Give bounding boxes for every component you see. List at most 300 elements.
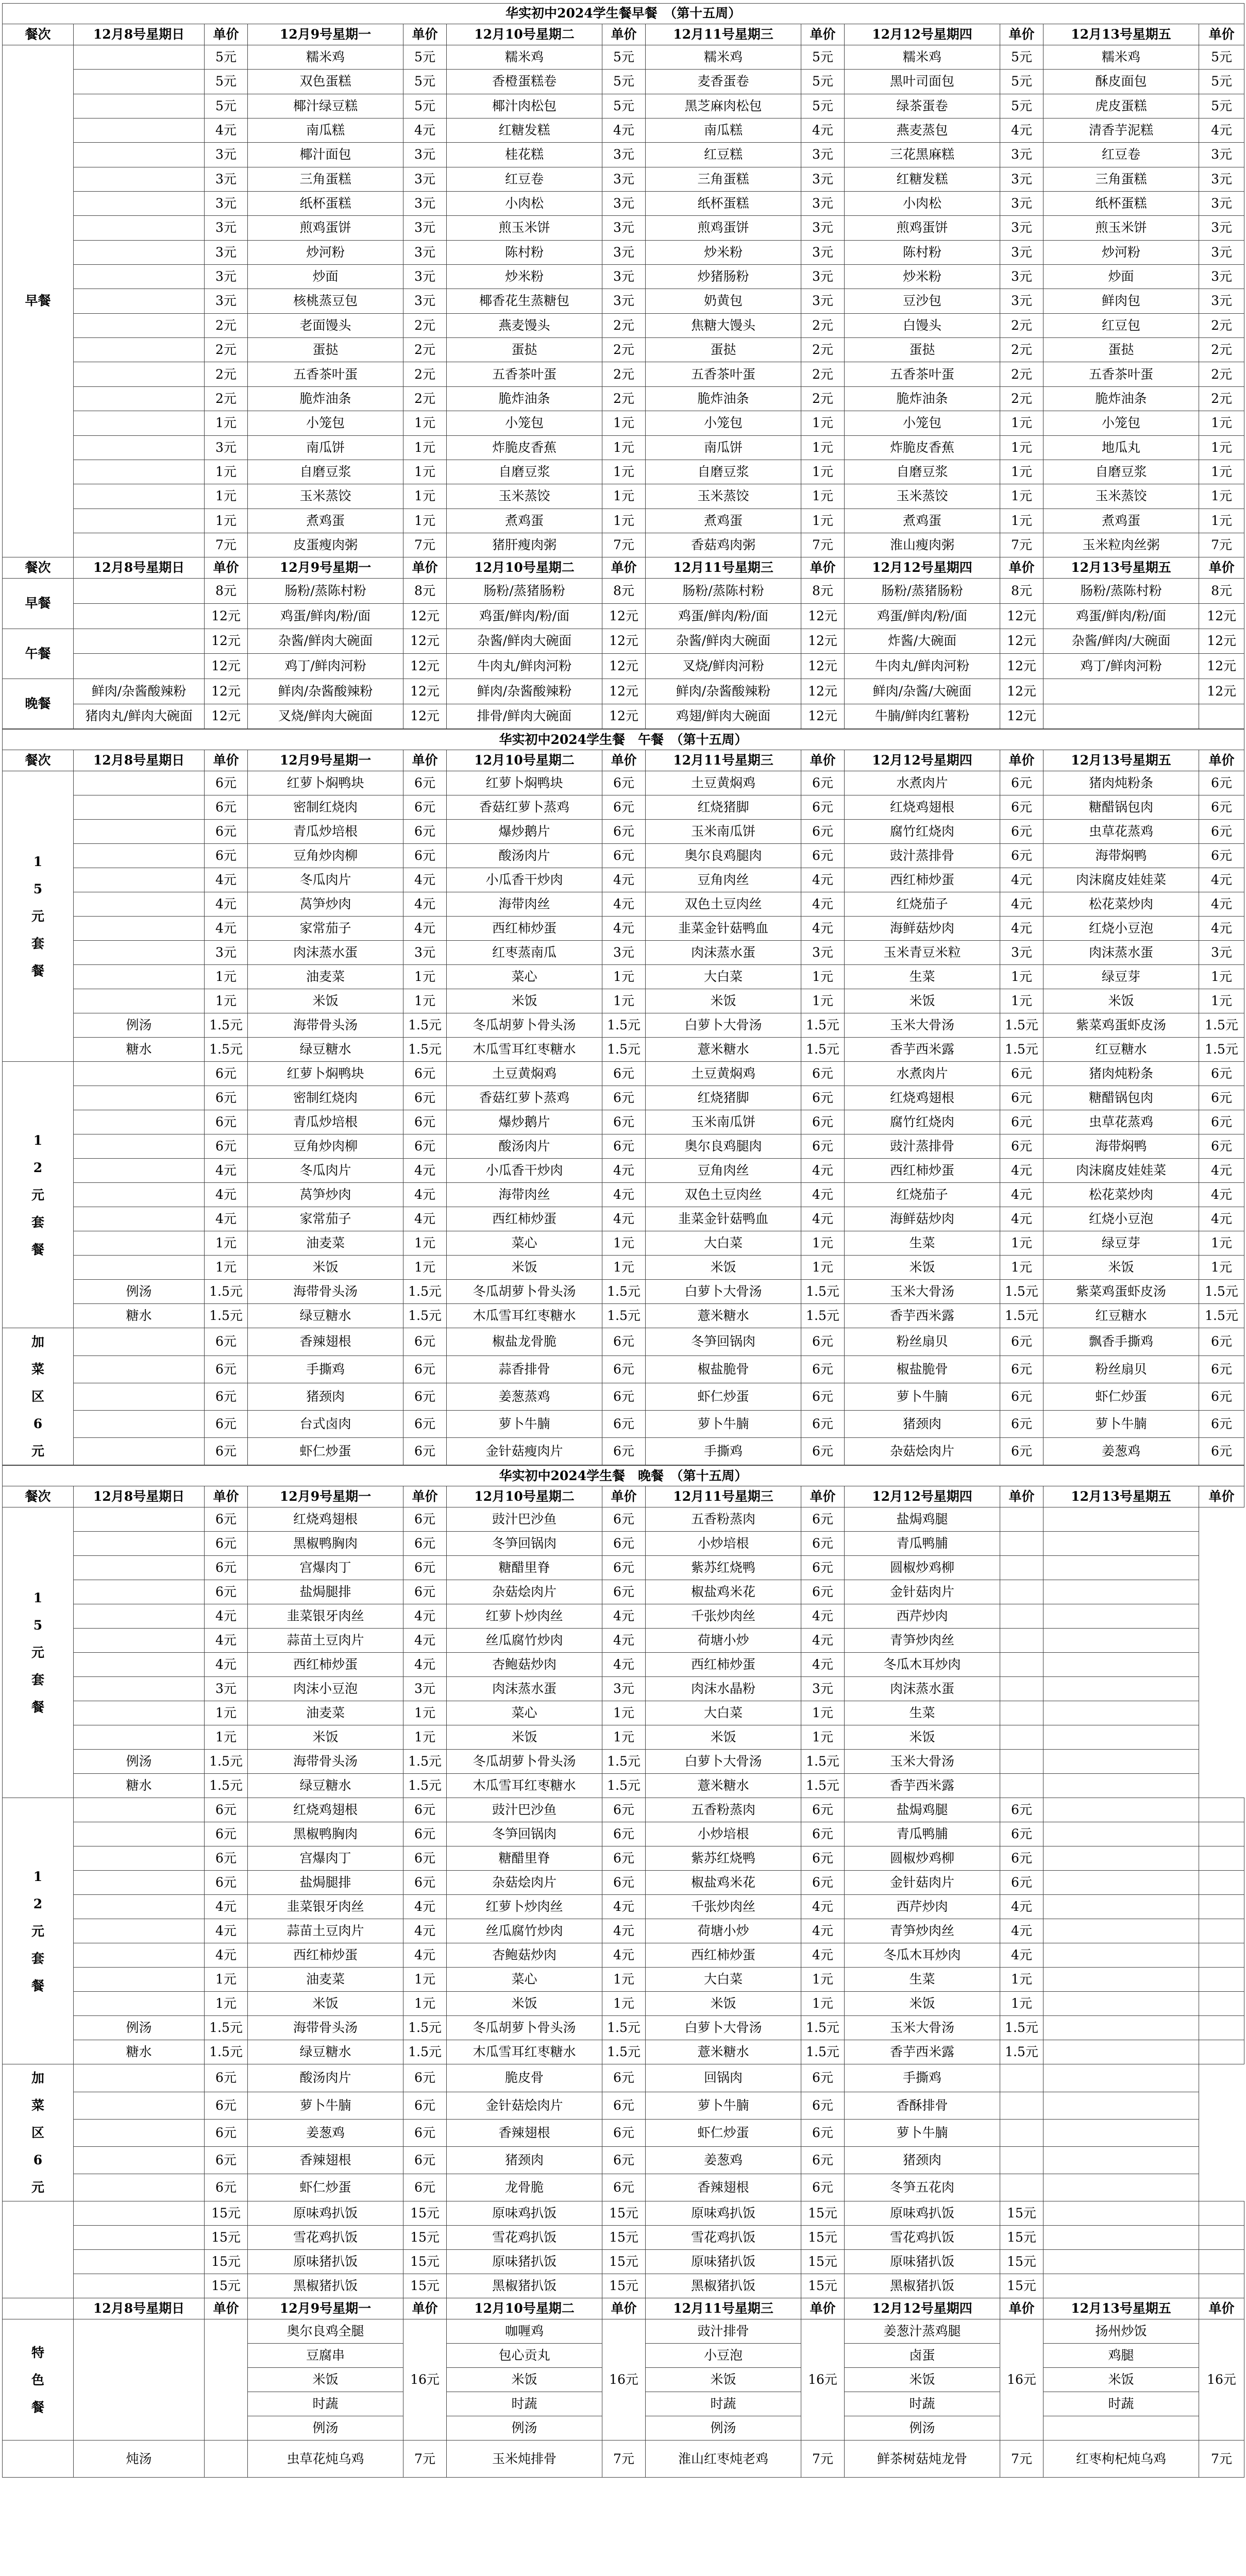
menu-row [3,2119,1244,2146]
price-cell: 6元 [403,1871,447,1895]
dish-cell: 糖水 [74,1038,205,1062]
price-cell: 6元 [205,2092,248,2119]
dish-cell [74,1062,205,1086]
price-cell: 4元 [205,1653,248,1677]
price-cell: 4元 [1000,1159,1043,1183]
price-cell: 2元 [205,338,248,362]
price-cell: 12元 [1000,603,1043,629]
dish-cell: 白萝卜大骨汤 [646,1750,801,1774]
price-cell: 3元 [205,143,248,167]
price-cell: 4元 [403,118,447,143]
price-cell: 5元 [205,45,248,70]
price-cell: 16元 [801,2319,845,2441]
menu-row [3,1134,1244,1159]
price-cell: 1.5元 [801,2016,845,2040]
price-cell: 1.5元 [205,1774,248,1798]
price-cell: 6元 [205,1580,248,1604]
price-cell: 4元 [1199,1207,1244,1231]
dish-cell: 猪肉丸/鲜肉大碗面 [74,704,205,729]
price-cell: 6元 [205,820,248,844]
menu-row [3,2146,1244,2174]
price-cell: 1.5元 [205,2040,248,2064]
dish-cell: 米饭 [248,1256,403,1280]
price-cell: 1元 [205,1725,248,1750]
dish-cell [1043,1725,1199,1750]
dish-cell: 米饭 [845,1256,1000,1280]
header-row [3,1486,1244,1507]
column-header: 单价 [1199,2298,1244,2319]
dish-cell: 海带肉丝 [447,1183,602,1207]
dish-cell: 水煮肉片 [845,771,1000,795]
dish-cell: 绿豆芽 [1043,965,1199,989]
price-cell: 6元 [403,844,447,868]
dish-cell [74,362,205,386]
dish-cell: 雪花鸡扒饭 [646,2226,801,2250]
price-cell: 6元 [205,1086,248,1110]
price-cell: 5元 [602,94,646,118]
price-cell: 3元 [801,265,845,289]
dish-cell: 杂菇烩肉片 [447,1580,602,1604]
price-cell: 12元 [801,654,845,679]
dish-cell: 肉沫蒸水蛋 [447,1677,602,1701]
dish-cell [74,795,205,820]
price-cell: 1元 [205,411,248,435]
price-cell: 1.5元 [1000,2040,1043,2064]
price-cell: 15元 [1000,2226,1043,2250]
dish-cell [1043,1871,1199,1895]
price-cell: 5元 [801,45,845,70]
dish-cell: 排骨/鲜肉大碗面 [447,704,602,729]
dish-cell [74,1701,205,1725]
price-cell: 4元 [602,118,646,143]
dish-cell: 例汤 [74,1750,205,1774]
dish-cell [74,265,205,289]
menu-row [3,1280,1244,1304]
price-cell: 3元 [801,216,845,240]
dish-cell: 肉沫腐皮娃娃菜 [1043,1159,1199,1183]
price-cell: 4元 [403,1943,447,1968]
price-cell: 3元 [403,240,447,264]
dish-cell: 玉米蒸饺 [447,484,602,509]
price-cell: 2元 [801,362,845,386]
dish-cell: 皮蛋瘦肉粥 [248,533,403,557]
dish-cell: 原味鸡扒饭 [845,2201,1000,2226]
price-cell: 6元 [801,1110,845,1134]
price-cell: 1.5元 [1000,1304,1043,1328]
menu-row [3,965,1244,989]
price-cell: 6元 [602,844,646,868]
menu-row [3,1110,1244,1134]
price-cell: 1元 [1000,1992,1043,2016]
dish-cell: 萝卜牛腩 [845,1383,1000,1410]
price-cell: 6元 [403,1822,447,1846]
dish-cell: 虾仁炒蛋 [1043,1383,1199,1410]
dish-cell [74,1871,205,1895]
dish-cell: 酸汤肉片 [248,2064,403,2092]
menu-row [3,629,1244,654]
price-cell: 6元 [602,1532,646,1556]
dish-cell: 姜葱鸡 [646,2146,801,2174]
menu-row [3,70,1244,94]
dish-cell: 鲜肉/杂酱/大碗面 [845,679,1000,704]
dish-cell: 韭菜银牙肉丝 [248,1895,403,1919]
price-cell: 3元 [1199,192,1244,216]
price-cell: 1元 [602,435,646,460]
dish-cell: 豆沙包 [845,289,1000,313]
dish-cell [74,941,205,965]
price-cell: 4元 [1000,118,1043,143]
price-cell: 5元 [403,70,447,94]
price-cell: 2元 [801,386,845,411]
dish-cell: 白萝卜大骨汤 [646,1280,801,1304]
dish-cell: 西芹炒肉 [845,1604,1000,1629]
dish-cell: 大白菜 [646,1231,801,1256]
column-header: 12月9号星期一 [248,1486,403,1507]
price-cell: 1元 [205,1256,248,1280]
dish-cell: 红糖发糕 [845,167,1000,191]
dish-cell: 生菜 [845,965,1000,989]
dish-cell: 三角蛋糕 [646,167,801,191]
price-cell: 1元 [1000,484,1043,509]
dish-cell [74,2064,205,2092]
price-cell: 6元 [602,1355,646,1383]
dish-cell: 西红柿炒蛋 [845,1159,1000,1183]
dish-cell: 双色土豆肉丝 [646,892,801,917]
dish-cell [74,1159,205,1183]
price-cell: 6元 [403,1410,447,1437]
dish-cell: 红豆卷 [447,167,602,191]
dish-cell: 家常茄子 [248,917,403,941]
dish-cell [1043,1895,1199,1919]
dish-cell: 炒河粉 [1043,240,1199,264]
dish-cell: 肉沫小豆泡 [248,1677,403,1701]
dish-cell: 绿豆糖水 [248,1038,403,1062]
price-cell: 4元 [801,892,845,917]
price-cell: 12元 [403,654,447,679]
price-cell: 4元 [403,892,447,917]
dish-cell: 海带骨头汤 [248,2016,403,2040]
dish-cell [74,1383,205,1410]
dish-cell: 鸡蛋/鲜肉/粉/面 [1043,603,1199,629]
price-cell: 6元 [403,1798,447,1822]
dish-cell: 椒盐鸡米花 [646,1580,801,1604]
dish-cell [1043,2416,1199,2441]
column-header: 12月11号星期三 [646,750,801,771]
dish-cell: 菜心 [447,1701,602,1725]
dish-cell [74,1438,205,1465]
dish-cell: 肉沫水晶粉 [646,1677,801,1701]
column-header: 12月13号星期五 [1043,557,1199,579]
dish-cell [74,1110,205,1134]
price-cell: 7元 [403,2441,447,2478]
dish-cell [74,2146,205,2174]
dish-cell: 玉米蒸饺 [1043,484,1199,509]
price-cell: 7元 [205,533,248,557]
price-cell: 6元 [1000,795,1043,820]
price-cell: 4元 [801,1943,845,1968]
dish-cell: 玉米蒸饺 [845,484,1000,509]
dish-cell [74,629,205,654]
price-cell: 1元 [801,965,845,989]
column-header: 12月11号星期三 [646,24,801,45]
price-cell [1199,1846,1244,1871]
dish-cell: 米饭 [845,989,1000,1013]
price-cell: 1.5元 [205,1750,248,1774]
menu-row [3,1438,1244,1465]
dish-cell [74,70,205,94]
breakfast-table [2,3,1244,729]
price-cell: 1元 [403,1968,447,1992]
price-cell: 6元 [602,1110,646,1134]
dish-cell: 小笼包 [845,411,1000,435]
price-cell: 1元 [205,460,248,484]
price-cell: 1.5元 [1199,1013,1244,1038]
dish-cell [74,1968,205,1992]
price-cell: 1元 [1000,411,1043,435]
dish-cell: 淮山瘦肉粥 [845,533,1000,557]
dish-cell [74,1677,205,1701]
dish-cell: 叉烧/鲜肉河粉 [646,654,801,679]
price-cell: 4元 [403,1183,447,1207]
price-cell: 3元 [1000,167,1043,191]
price-cell: 1元 [1199,989,1244,1013]
dish-cell: 大白菜 [646,965,801,989]
menu-row [3,1919,1244,1943]
price-cell: 3元 [205,289,248,313]
price-cell: 4元 [1199,892,1244,917]
dish-cell: 爆炒鹅片 [447,1110,602,1134]
price-cell [1000,1725,1043,1750]
price-cell: 6元 [602,795,646,820]
price-cell: 1.5元 [403,1304,447,1328]
price-cell: 1元 [801,509,845,533]
dish-cell: 原味猪扒饭 [845,2250,1000,2274]
dish-cell: 黑椒猪扒饭 [447,2274,602,2298]
column-header: 12月12号星期四 [845,2298,1000,2319]
menu-row [3,2201,1244,2226]
dish-cell: 时蔬 [447,2392,602,2416]
price-cell: 1.5元 [801,1280,845,1304]
dish-cell: 丝瓜腐竹炒肉 [447,1919,602,1943]
price-cell: 2元 [602,386,646,411]
price-cell: 15元 [801,2201,845,2226]
dish-cell: 时蔬 [1043,2392,1199,2416]
menu-row [3,679,1244,704]
meal-type-label: 1 5 元 套 餐 [3,1507,74,1798]
dish-cell: 奥尔良鸡腿肉 [646,844,801,868]
price-cell: 15元 [602,2201,646,2226]
price-cell: 6元 [403,2146,447,2174]
price-cell: 1元 [801,989,845,1013]
price-cell: 3元 [602,240,646,264]
dish-cell: 米饭 [646,1256,801,1280]
dish-cell: 肉沫蒸水蛋 [1043,941,1199,965]
header-row [3,2298,1244,2319]
dish-cell: 圆椒炒鸡柳 [845,1846,1000,1871]
dish-cell: 扬州炒饭 [1043,2319,1199,2344]
price-cell: 4元 [403,1629,447,1653]
dish-cell: 薏米糖水 [646,2040,801,2064]
dish-cell: 叉烧/鲜肉大碗面 [248,704,403,729]
price-cell: 6元 [403,1532,447,1556]
price-cell: 6元 [205,1556,248,1580]
menu-row [3,460,1244,484]
column-header: 单价 [1000,1486,1043,1507]
dish-cell [74,167,205,191]
dish-cell: 米饭 [447,989,602,1013]
dish-cell [74,820,205,844]
column-header: 单价 [1199,1486,1244,1507]
menu-row [3,167,1244,191]
price-cell: 4元 [602,1183,646,1207]
price-cell: 16元 [1000,2319,1043,2441]
dish-cell: 蛋挞 [646,338,801,362]
dish-cell: 香辣翅根 [248,1328,403,1355]
price-cell: 6元 [1000,1822,1043,1846]
price-cell: 6元 [801,1871,845,1895]
price-cell: 1元 [1199,1231,1244,1256]
dish-cell: 双色土豆肉丝 [646,1183,801,1207]
dish-cell: 黑椒猪扒饭 [248,2274,403,2298]
dish-cell: 三花黑麻糕 [845,143,1000,167]
price-cell: 1.5元 [403,1013,447,1038]
price-cell: 6元 [1000,1355,1043,1383]
dish-cell: 玉米蒸饺 [248,484,403,509]
dish-cell: 台式卤肉 [248,1410,403,1437]
dish-cell: 小笼包 [248,411,403,435]
price-cell: 6元 [205,1507,248,1532]
dish-cell: 虫草花蒸鸡 [1043,1110,1199,1134]
price-cell: 6元 [602,1798,646,1822]
menu-row [3,386,1244,411]
dish-cell: 金针菇肉片 [845,1580,1000,1604]
dish-cell [74,216,205,240]
column-header: 12月11号星期三 [646,1486,801,1507]
dish-cell: 蛋挞 [845,338,1000,362]
dish-cell: 猪颈肉 [845,1410,1000,1437]
price-cell: 1元 [801,484,845,509]
dish-cell: 原味鸡扒饭 [646,2201,801,2226]
price-cell: 1元 [602,965,646,989]
menu-row [3,240,1244,264]
dish-cell: 鲜肉/杂酱酸辣粉 [74,679,205,704]
price-cell [1199,2201,1244,2226]
price-cell: 6元 [801,1556,845,1580]
dish-cell: 青笋炒肉丝 [845,1919,1000,1943]
dish-cell: 原味鸡扒饭 [447,2201,602,2226]
dish-cell: 例汤 [74,2016,205,2040]
price-cell: 3元 [205,216,248,240]
price-cell: 6元 [801,1383,845,1410]
dish-cell: 玉米青豆米粒 [845,941,1000,965]
dish-cell: 鲜肉/杂酱酸辣粉 [447,679,602,704]
menu-row [3,216,1244,240]
price-cell: 6元 [205,1871,248,1895]
dish-cell: 原味猪扒饭 [646,2250,801,2274]
price-cell [1000,1774,1043,1798]
dish-cell: 生菜 [845,1968,1000,1992]
price-cell: 1.5元 [403,1750,447,1774]
price-cell: 6元 [801,1507,845,1532]
dish-cell [74,143,205,167]
dish-cell: 核桃蒸豆包 [248,289,403,313]
dish-cell: 五香茶叶蛋 [248,362,403,386]
menu-row [3,338,1244,362]
dish-cell: 西红柿炒蛋 [447,917,602,941]
dish-cell: 糯米鸡 [646,45,801,70]
dish-cell: 原味猪扒饭 [447,2250,602,2274]
price-cell: 6元 [801,1410,845,1437]
price-cell: 8元 [1199,579,1244,604]
price-cell: 2元 [403,313,447,337]
price-cell: 4元 [1000,917,1043,941]
dish-cell: 牛腩/鲜肉红薯粉 [845,704,1000,729]
dish-cell: 西红柿炒蛋 [646,1653,801,1677]
menu-row [3,1328,1244,1355]
dish-cell: 糯米鸡 [1043,45,1199,70]
dish-cell: 圆椒炒鸡柳 [845,1556,1000,1580]
dish-cell: 例汤 [845,2416,1000,2441]
price-cell: 1元 [403,484,447,509]
dish-cell: 例汤 [74,1280,205,1304]
dish-cell: 三角蛋糕 [1043,167,1199,191]
price-cell: 6元 [801,820,845,844]
price-cell: 6元 [205,844,248,868]
price-cell: 1元 [602,1701,646,1725]
menu-row [3,1410,1244,1437]
price-cell: 6元 [1199,844,1244,868]
dish-cell: 松花菜炒肉 [1043,1183,1199,1207]
dish-cell: 鸡蛋/鲜肉/粉/面 [845,603,1000,629]
price-cell: 1元 [1000,435,1043,460]
dish-cell: 海带焖鸭 [1043,1134,1199,1159]
price-cell [1000,1653,1043,1677]
price-cell: 4元 [602,1653,646,1677]
dish-cell [1043,1822,1199,1846]
dish-cell [74,2119,205,2146]
dish-cell: 米饭 [1043,989,1199,1013]
dish-cell: 玉米蒸饺 [646,484,801,509]
column-header: 单价 [403,1486,447,1507]
dish-cell: 红烧小豆泡 [1043,917,1199,941]
price-cell: 6元 [602,2064,646,2092]
price-cell: 5元 [801,70,845,94]
dish-cell: 红萝卜焖鸭块 [447,771,602,795]
price-cell: 12元 [1199,679,1244,704]
price-cell: 12元 [1000,629,1043,654]
stew-label: 炖汤 [74,2441,205,2478]
price-cell: 6元 [602,1062,646,1086]
column-header: 单价 [602,750,646,771]
meal-type-label: 1 2 元 套 餐 [3,1798,74,2064]
price-cell: 4元 [602,1943,646,1968]
dish-cell: 炸脆皮香蕉 [845,435,1000,460]
dish-cell [74,411,205,435]
column-header: 单价 [1000,24,1043,45]
price-cell: 1元 [1199,1256,1244,1280]
menu-row [3,484,1244,509]
dish-cell: 小瓜香干炒肉 [447,1159,602,1183]
price-cell: 1.5元 [602,2040,646,2064]
price-cell: 3元 [403,167,447,191]
dish-cell: 玉米大骨汤 [845,1280,1000,1304]
dish-cell [74,2174,205,2201]
price-cell: 4元 [1199,118,1244,143]
menu-row [3,579,1244,604]
price-cell: 5元 [403,45,447,70]
dish-cell [1043,2016,1199,2040]
dish-cell: 青瓜炒培根 [248,1110,403,1134]
